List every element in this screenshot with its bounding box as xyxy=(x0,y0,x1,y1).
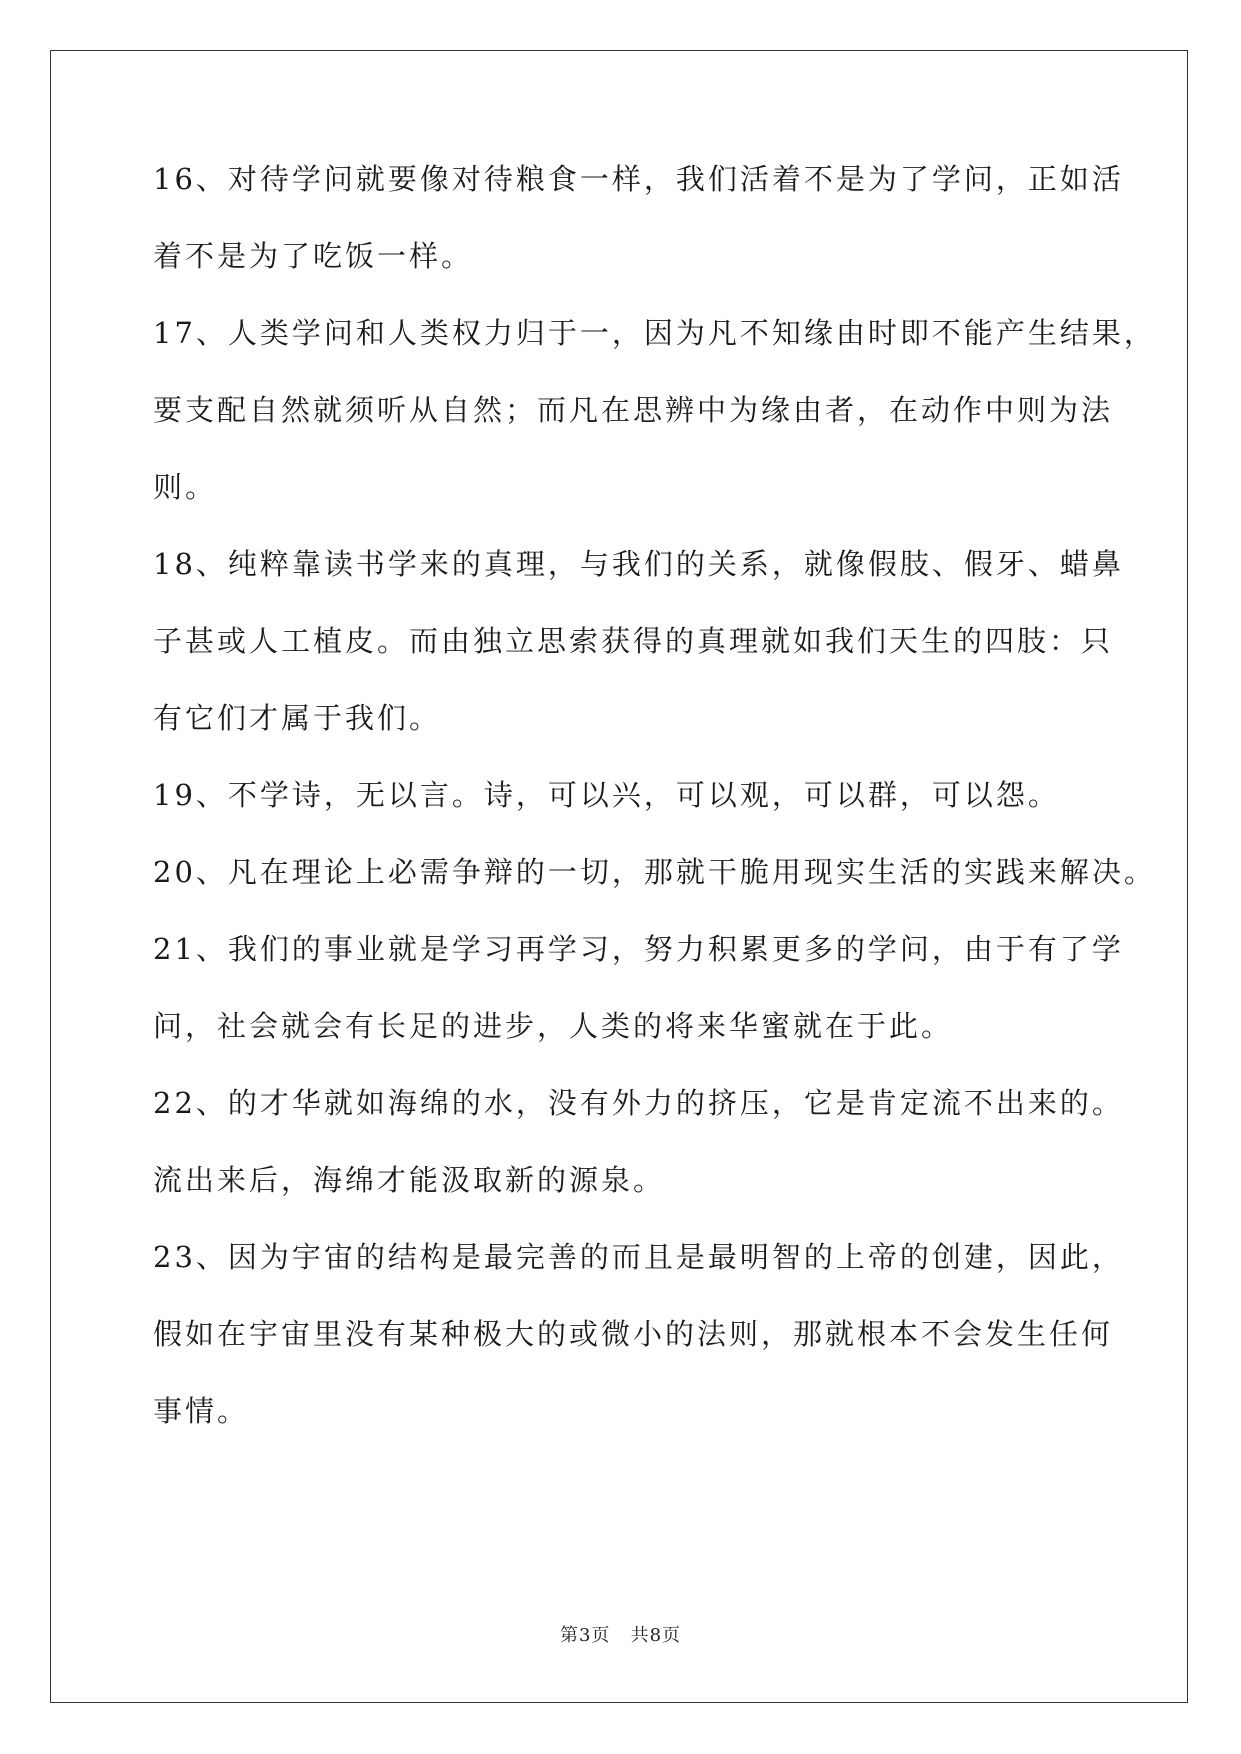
text-line: 流出来后，海绵才能汲取新的源泉。 xyxy=(153,1163,666,1197)
text-line: 子甚或人工植皮。而由独立思索获得的真理就如我们天生的四肢：只 xyxy=(153,624,1114,658)
text-line: 22、的才华就如海绵的水，没有外力的挤压，它是肯定流不出来的。 xyxy=(153,1086,1124,1120)
page-number: 第3页 xyxy=(559,1625,611,1646)
text-line: 18、纯粹靠读书学来的真理，与我们的关系，就像假肢、假牙、蜡鼻 xyxy=(153,547,1124,581)
text-line: 16、对待学问就要像对待粮食一样，我们活着不是为了学问，正如活 xyxy=(153,162,1124,196)
text-line: 有它们才属于我们。 xyxy=(153,701,442,735)
document-body xyxy=(153,158,1156,1467)
text-line: 着不是为了吃饭一样。 xyxy=(153,239,474,273)
text-line: 23、因为宇宙的结构是最完善的而且是最明智的上帝的创建，因此， xyxy=(153,1240,1124,1274)
text-line: 事情。 xyxy=(153,1394,250,1428)
text-line: 则。 xyxy=(153,470,218,504)
page-footer xyxy=(0,1621,1241,1647)
text-line: 问，社会就会有长足的进步，人类的将来华蜜就在于此。 xyxy=(153,1009,954,1043)
page-total: 共8页 xyxy=(630,1625,682,1646)
text-line: 20、凡在理论上必需争辩的一切，那就干脆用现实生活的实践来解决。 xyxy=(153,855,1156,889)
text-line: 要支配自然就须听从自然；而凡在思辨中为缘由者，在动作中则为法 xyxy=(153,393,1114,427)
text-line: 19、不学诗，无以言。诗，可以兴，可以观，可以群，可以怨。 xyxy=(153,778,1060,812)
text-line: 17、人类学问和人类权力归于一，因为凡不知缘由时即不能产生结果， xyxy=(153,316,1156,350)
text-line: 21、我们的事业就是学习再学习，努力积累更多的学问，由于有了学 xyxy=(153,932,1124,966)
text-line: 假如在宇宙里没有某种极大的或微小的法则，那就根本不会发生任何 xyxy=(153,1317,1114,1351)
